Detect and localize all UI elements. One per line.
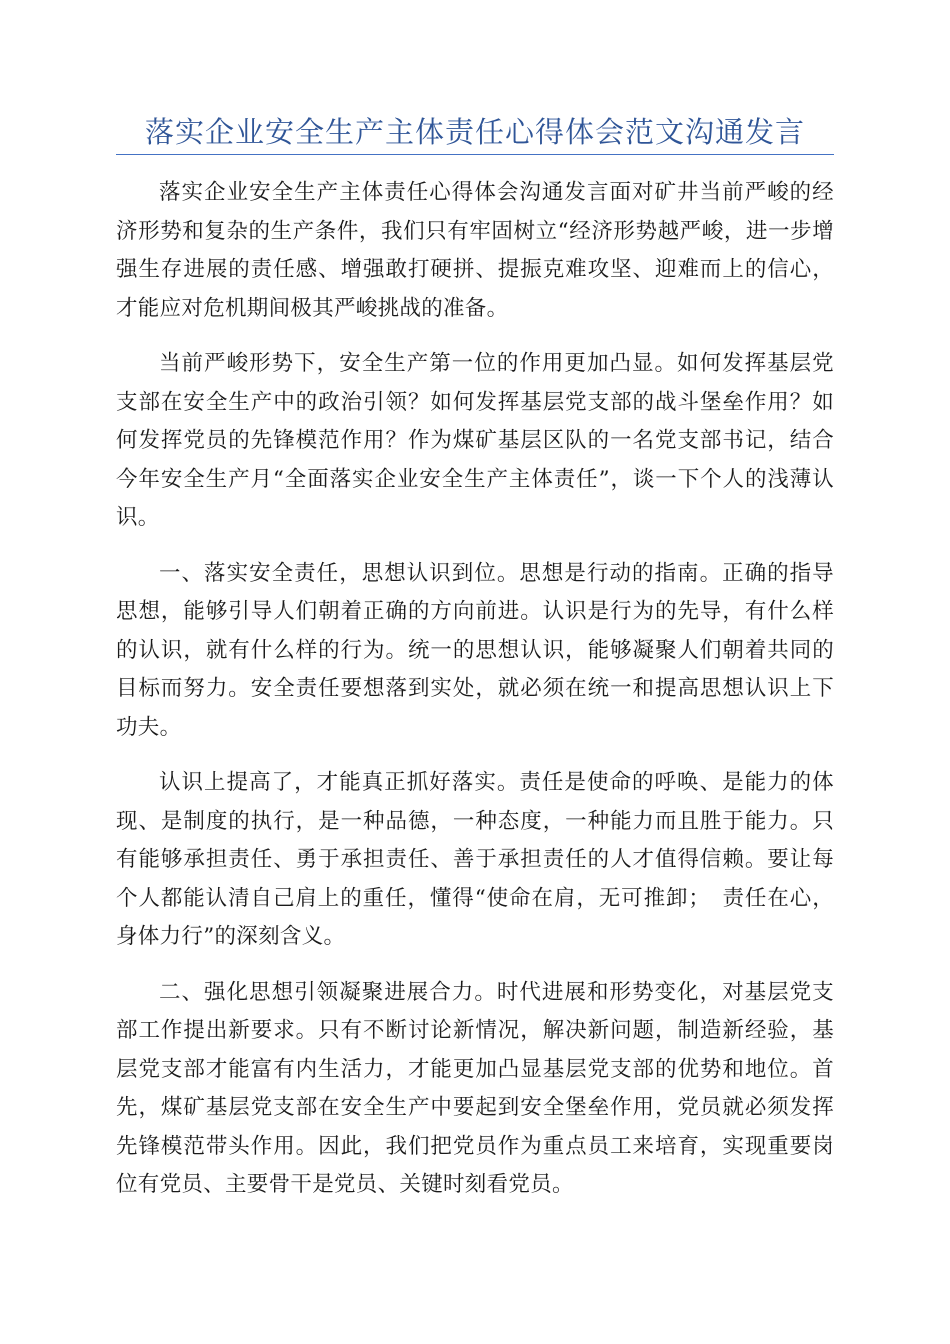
paragraph-5: 二、强化思想引领凝聚进展合力。时代进展和形势变化，对基层党支部工作提出新要求。只有不断讨论新情况，解决新问题，制造新经验，基层党支部才能富有内生活力，才能更加凸显基层党支部的优势和地位。首先，煤矿基层党支部在安全生产中要起到安全堡垒作用，党员就必须发挥先锋模范带头作用。因此，我们把党员作为重点员工来培育，实现重要岗位有党员、主要骨干是党员、关键时刻看党员。 <box>116 979 834 1197</box>
title-underline <box>116 154 834 155</box>
paragraph-4: 认识上提高了，才能真正抓好落实。责任是使命的呼唤、是能力的体现、是制度的执行，是一种品德，一种态度，一种能力而且胜于能力。只有能够承担责任、勇于承担责任、善于承担责任的人才值得信赖。要让每个人都能认清自己肩上的重任，懂得“使命在肩，无可推卸； 责任在心，身体力行”的深刻含义。 <box>116 770 834 949</box>
paragraph-2: 当前严峻形势下，安全生产第一位的作用更加凸显。如何发挥基层党支部在安全生产中的政治引领？如何发挥基层党支部的战斗堡垒作用？如何发挥党员的先锋模范作用？作为煤矿基层区队的一名党支部书记，结合今年安全生产月“全面落实企业安全生产主体责任”，谈一下个人的浅薄认识。 <box>116 351 834 530</box>
document-title: 落实企业安全生产主体责任心得体会范文沟通发言 <box>144 115 805 149</box>
document-body <box>116 174 834 1222</box>
paragraph-3: 一、落实安全责任，思想认识到位。思想是行动的指南。正确的指导思想，能够引导人们朝着正确的方向前进。认识是行为的先导，有什么样的认识，就有什么样的行为。统一的思想认识，能够凝聚人们朝着共同的目标而努力。安全责任要想落到实处，就必须在统一和提高思想认识上下功夫。 <box>116 560 834 740</box>
paragraph-1: 落实企业安全生产主体责任心得体会沟通发言面对矿井当前严峻的经济形势和复杂的生产条件，我们只有牢固树立“经济形势越严峻，进一步增强生存进展的责任感、增强敢打硬拼、提振克难攻坚、迎难而上的信心，才能应对危机期间极其严峻挑战的准备。 <box>116 180 834 321</box>
